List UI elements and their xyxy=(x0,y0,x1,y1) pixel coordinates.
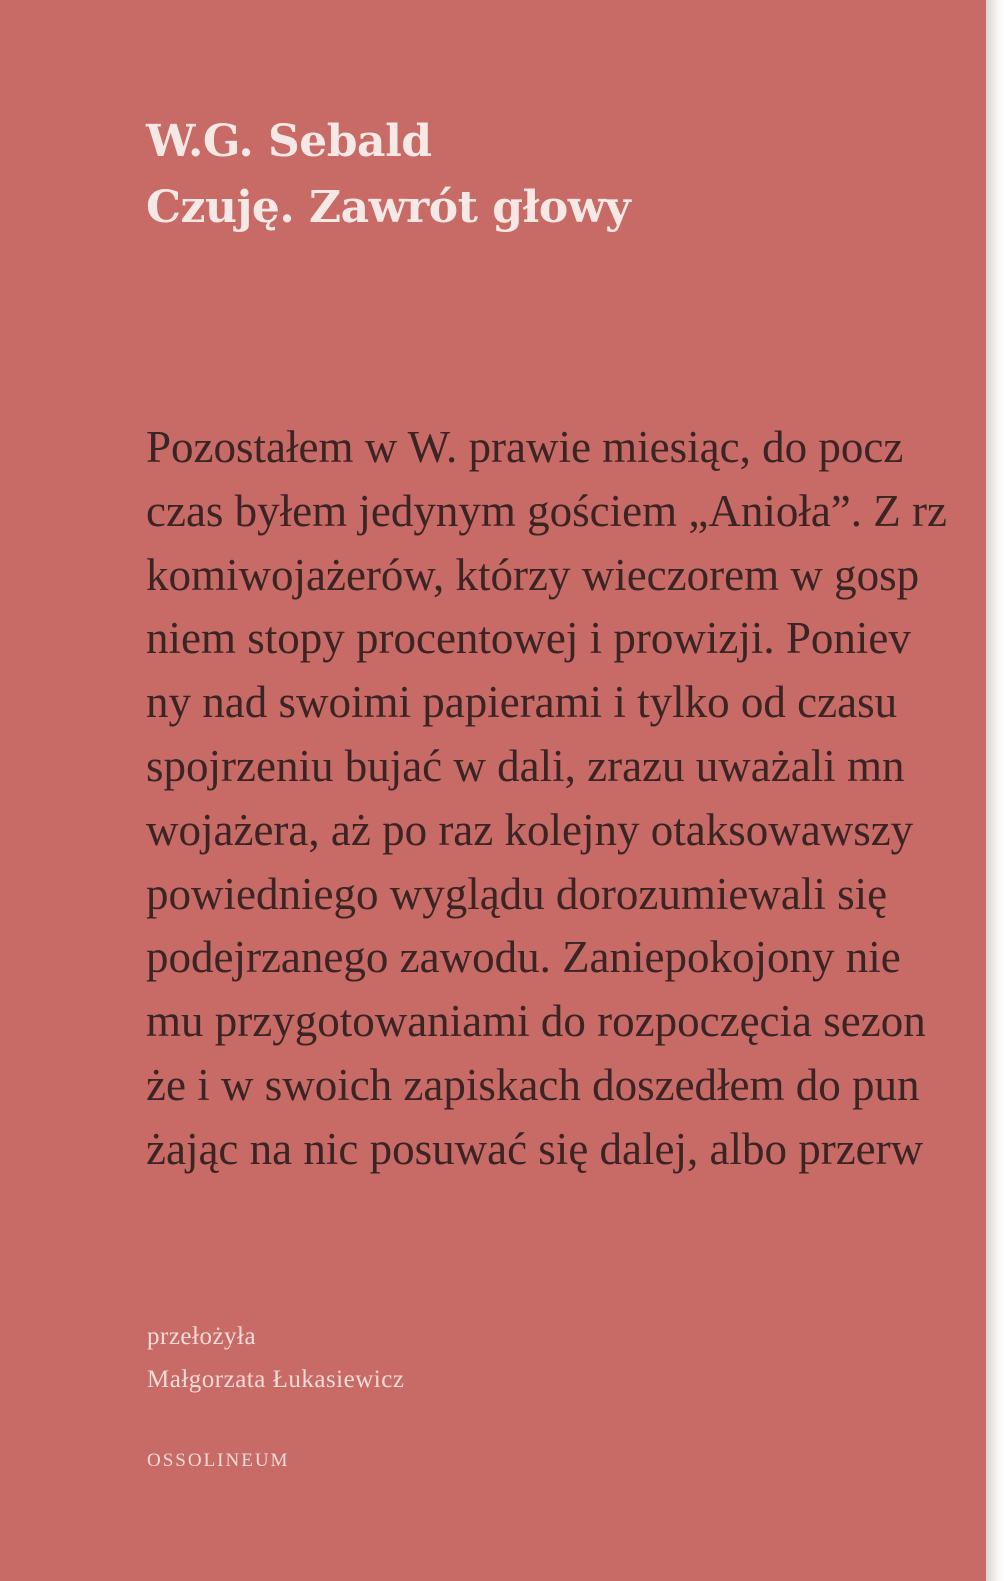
excerpt-text xyxy=(146,416,986,1182)
author-name: W.G. Sebald xyxy=(146,116,432,167)
excerpt-line: że i w swoich zapiskach doszedłem do pun xyxy=(146,1059,920,1110)
excerpt-line: spojrzeniu bujać w dali, zrazu uważali mn xyxy=(146,740,905,791)
page-edge xyxy=(986,0,1004,1581)
excerpt-line: żając na nic posuwać się dalej, albo przerw xyxy=(146,1123,924,1174)
excerpt-line: komiwojażerów, którzy wieczorem w gosp xyxy=(146,549,920,600)
book-title: Czuję. Zawrót głowy xyxy=(146,182,631,233)
excerpt-line: Pozostałem w W. prawie miesiąc, do pocz xyxy=(146,422,904,472)
excerpt-line: powiedniego wyglądu dorozumiewali się xyxy=(146,868,888,919)
excerpt-line: podejrzanego zawodu. Zaniepokojony nie xyxy=(146,932,901,983)
excerpt-line: wojażera, aż po raz kolejny otaksowawszy xyxy=(146,804,914,855)
excerpt-line: niem stopy procentowej i prowizji. Poniev xyxy=(146,613,911,664)
translator-name: Małgorzata Łukasiewicz xyxy=(147,1366,405,1393)
translator-label: przełożyła xyxy=(147,1323,257,1350)
excerpt-line: ny nad swoimi papierami i tylko od czasu xyxy=(146,677,898,728)
publisher-name: OSSOLINEUM xyxy=(147,1450,290,1471)
excerpt-line: mu przygotowaniami do rozpoczęcia sezon xyxy=(146,996,926,1047)
excerpt-line: czas byłem jedynym gościem „Anioła”. Z rz xyxy=(146,485,947,536)
